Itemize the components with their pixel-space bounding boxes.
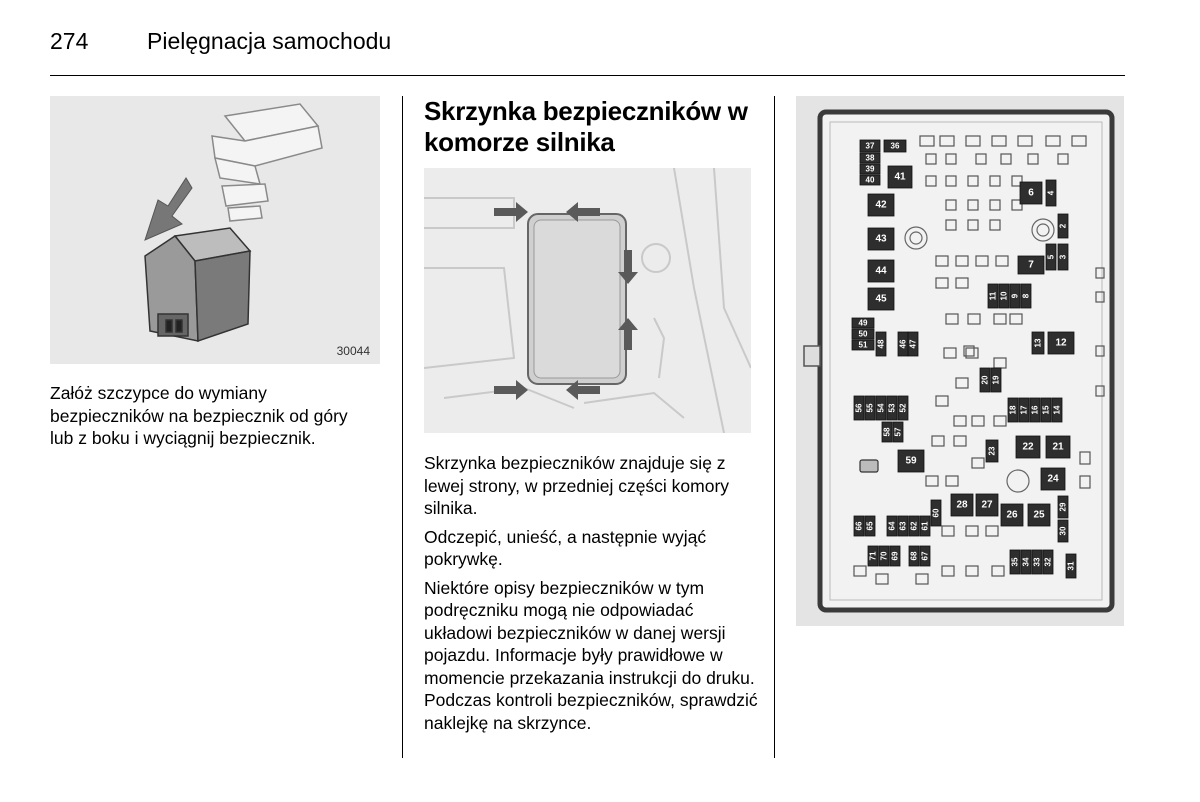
fuse-box-diagram [796,96,1124,626]
fuse-label: 54 [876,403,886,413]
figure-number: 30044 [336,344,370,358]
fuse-label: 50 [858,329,868,339]
fuse-45 [868,288,894,310]
fuse-label: 66 [854,521,864,531]
fuse-label: 36 [890,141,900,151]
fuse-label: 62 [909,521,919,531]
fuse-64 [887,516,897,536]
fuse-63 [898,516,908,536]
fuse-53 [887,396,897,420]
fuse-label: 46 [898,339,908,349]
fuse-label: 49 [858,318,868,328]
fuse-label: 58 [882,427,892,437]
fuse-57 [893,422,903,442]
fuse-32 [1043,550,1053,574]
fuse-label: 33 [1032,557,1042,567]
fuse-label: 67 [920,551,930,561]
fuse-7 [1018,256,1044,274]
fuse-label: 69 [890,551,900,561]
fuse-label: 10 [999,291,1009,301]
fuse-2 [1058,214,1068,238]
fuse-label: 20 [980,375,990,385]
fuse-69 [890,546,900,566]
fuse-54 [876,396,886,420]
fuse-4 [1046,180,1056,206]
fuse-31 [1066,554,1076,578]
fuse-3 [1058,244,1068,270]
fuse-label: 45 [875,293,887,305]
header-divider [50,75,1125,76]
fuse-68 [909,546,919,566]
fuse-label: 25 [1033,509,1045,521]
fuse-label: 27 [981,499,993,511]
column-divider-right [774,96,775,758]
fuse-label: 18 [1008,405,1018,415]
fuse-label: 3 [1058,254,1068,260]
fuse-60 [931,500,941,526]
fuse-37 [860,140,880,152]
fuse-28 [951,494,973,516]
fuse-65 [865,516,875,536]
fuse-label: 2 [1058,223,1068,229]
fuse-puller-illustration [50,96,380,364]
fuse-62 [909,516,919,536]
fuse-label: 32 [1043,557,1053,567]
fuse-label: 15 [1041,405,1051,415]
fuse-label: 8 [1021,293,1031,299]
fuse-51 [852,340,874,350]
fuse-39 [860,164,880,174]
fuse-50 [852,329,874,339]
fuse-71 [868,546,878,566]
fuse-29 [1058,496,1068,518]
fuse-label: 42 [875,199,887,211]
fuse-49 [852,318,874,328]
fuse-56 [854,396,864,420]
fuse-label: 37 [865,141,875,151]
fuse-label: 47 [908,339,918,349]
fuse-59 [898,450,924,472]
fuse-label: 28 [956,499,968,511]
fuse-label: 59 [905,455,917,467]
fuse-43 [868,228,894,250]
fuse-label: 51 [858,340,868,350]
fuse-label: 57 [893,427,903,437]
fuse-30 [1058,520,1068,542]
fuse-label: 21 [1052,441,1064,453]
fuse-label: 64 [887,521,897,531]
fuse-26 [1001,504,1023,526]
fuse-label: 7 [1028,259,1034,271]
fuse-label: 70 [879,551,889,561]
fuse-label: 43 [875,233,887,245]
section-heading: Skrzynka bezpieczników w komorze silnika [424,96,748,157]
fuse-label: 53 [887,403,897,413]
fuse-label: 13 [1033,338,1043,348]
fuse-label: 38 [865,153,875,163]
fuse-25 [1028,504,1050,526]
fuse-label: 44 [875,265,887,277]
fuse-58 [882,422,892,442]
fuse-label: 29 [1058,502,1068,512]
fuse-55 [865,396,875,420]
fuse-label: 17 [1019,405,1029,415]
fuse-15 [1041,398,1051,422]
fuse-label: 23 [987,446,997,456]
fuse-23 [986,440,998,462]
fuse-label: 22 [1022,441,1034,453]
fuse-label: 31 [1066,561,1076,571]
fuse-44 [868,260,894,282]
fuse-label: 11 [988,291,998,301]
fuse-27 [976,494,998,516]
fuse-18 [1008,398,1018,422]
fuse-36 [884,140,906,152]
fuse-label: 52 [898,403,908,413]
fuse-42 [868,194,894,216]
fuse-label: 4 [1046,190,1056,196]
fuse-20 [980,368,990,392]
fuse-label: 14 [1052,405,1062,415]
fuse-61 [920,516,930,536]
fuse-70 [879,546,889,566]
column-divider-left [402,96,403,758]
fuse-12 [1048,332,1074,354]
fuse-46 [898,332,908,356]
caption-text: Załóż szczypce do wymiany bezpieczników na bezpiecznik od góry lub z boku i wyciągnij bezpiecznik. [50,383,348,448]
fuse-label: 56 [854,403,864,413]
fuse-24 [1041,468,1065,490]
cover-paragraph: Odczepić, unieść, a następnie wyjąć pokrywkę. [424,526,707,569]
fuse-14 [1052,398,1062,422]
fuse-label: 19 [991,375,1001,385]
fuse-22 [1016,436,1040,458]
fuse-34 [1021,550,1031,574]
fuse-label: 48 [876,339,886,349]
fuse-47 [908,332,918,356]
fuse-11 [988,284,998,308]
fuse-label: 68 [909,551,919,561]
fuse-6 [1020,182,1042,204]
fuse-label: 61 [920,521,930,531]
fuse-48 [876,332,886,356]
fuse-41 [888,166,912,188]
engine-fuse-box-location-illustration [424,168,751,433]
fuse-label: 40 [865,175,875,185]
fuse-label: 60 [931,508,941,518]
fuse-label: 26 [1006,509,1018,521]
fuse-label: 71 [868,551,878,561]
fuse-label: 5 [1046,254,1056,260]
fuse-label: 41 [894,171,906,183]
page-title: Pielęgnacja samochodu [147,28,392,54]
fuse-35 [1010,550,1020,574]
fuse-label: 24 [1047,473,1059,485]
fuse-label: 35 [1010,557,1020,567]
fuse-40 [860,175,880,185]
fuse-label: 39 [865,164,875,174]
fuse-67 [920,546,930,566]
fuse-label: 9 [1010,293,1020,299]
fuse-52 [898,396,908,420]
fuse-21 [1046,436,1070,458]
fuse-13 [1032,332,1044,354]
fuse-33 [1032,550,1042,574]
fuse-17 [1019,398,1029,422]
fuse-label: 34 [1021,557,1031,567]
fuse-label: 30 [1058,526,1068,536]
fuse-5 [1046,244,1056,270]
fuse-label: 55 [865,403,875,413]
location-paragraph: Skrzynka bezpieczników znajduje się z lewej strony, w przedniej części komory silnika. [424,453,730,518]
fuse-label: 63 [898,521,908,531]
page-number: 274 [50,28,89,54]
fuse-66 [854,516,864,536]
fuse-10 [999,284,1009,308]
disclaimer-paragraph: Niektóre opisy bezpieczników w tym podręczniku mogą nie odpowiadać układowi bezpieczników w danej wersji pojazdu. Informacje były prawidłowe w momencie przekazania instrukcji do druku. Podczas kontroli bezpieczników, sprawdzić naklejkę na skrzynce. [424,577,758,733]
fuse-9 [1010,284,1020,308]
fuse-label: 16 [1030,405,1040,415]
fuse-38 [860,153,880,163]
section-body [424,452,759,740]
fuse-label: 65 [865,521,875,531]
fuse-8 [1021,284,1031,308]
fuse-19 [991,368,1001,392]
fuse-label: 6 [1028,187,1034,199]
fuse-label: 12 [1055,337,1067,349]
down-left-arrow-icon [145,178,192,240]
fuse-puller-caption [50,382,350,456]
fuse-16 [1030,398,1040,422]
